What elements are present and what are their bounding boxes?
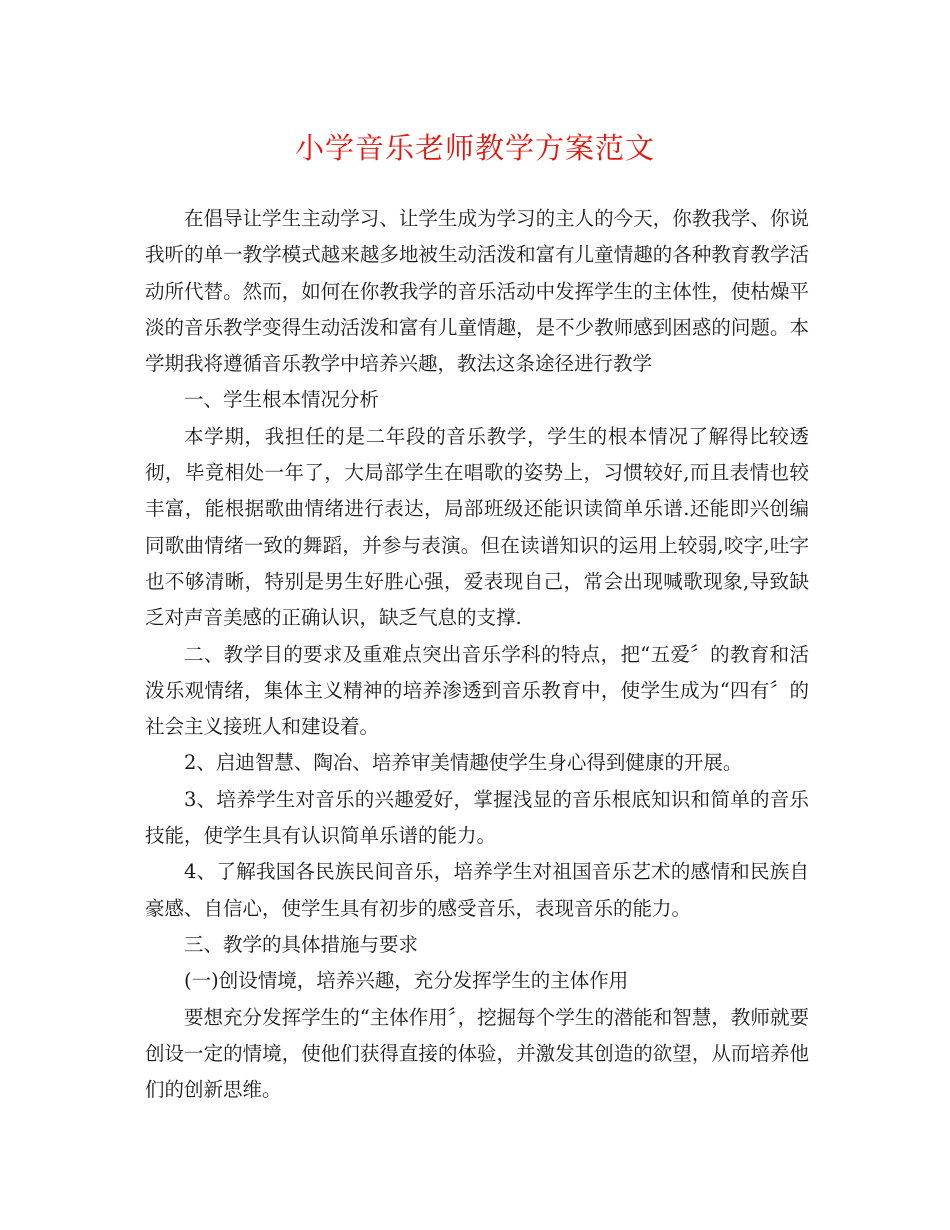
paragraph-teaching-goals: 二、教学目的要求及重难点突出音乐学科的特点，把“五爱〞的教育和活泼乐观情绪，集体主义精神的培养渗透到音乐教育中，使学生成为“四有〞的社会主义接班人和建设着。 — [145, 642, 809, 739]
paragraph-student-analysis: 本学期，我担任的是二年段的音乐教学，学生的根本情况了解得比较透彻，毕竟相处一年了，大局部学生在唱歌的姿势上，习惯较好,而且表情也较丰富，能根据歌曲情绪进行表达，局部班级还能识读简单乐谱.还能即兴创编同歌曲情绪一致的舞蹈，并参与表演。但在读谱知识的运用上较弱,咬字,吐字也不够清晰，特别是男生好胜心强，爱表现自己，常会出现喊歌现象,导致缺乏对声音美感的正确认识，缺乏气息的支撑. — [145, 424, 809, 630]
list-item-goal-3: 3、培养学生对音乐的兴趣爱好，掌握浅显的音乐根底知识和简单的音乐技能，使学生具有认识简单乐谱的能力。 — [145, 787, 809, 848]
heading-student-analysis: 一、学生根本情况分析 — [184, 388, 380, 412]
document-body — [145, 201, 809, 1108]
list-item-goal-2: 2、启迪智慧、陶冶、培养审美情趣使学生身心得到健康的开展。 — [184, 751, 743, 775]
page-title: 小学音乐老师教学方案范文 — [294, 131, 655, 165]
subheading-create-context: (一)创设情境，培养兴趣，充分发挥学生的主体作用 — [184, 969, 629, 993]
paragraph-create-context: 要想充分发挥学生的“主体作用〞，挖掘每个学生的潜能和智慧，教师就要创设一定的情境，使他们获得直接的体验，并激发其创造的欲望，从而培养他们的创新思维。 — [145, 1005, 809, 1102]
list-item-goal-4: 4、了解我国各民族民间音乐，培养学生对祖国音乐艺术的感情和民族自豪感、自信心，使学生具有初步的感受音乐，表现音乐的能力。 — [145, 860, 809, 920]
heading-measures: 三、教学的具体措施与要求 — [184, 932, 419, 956]
paragraph-intro: 在倡导让学生主动学习、让学生成为学习的主人的今天，你教我学、你说我听的单一教学模式越来越多地被生动活泼和富有儿童情趣的各种教育教学活动所代替。然而，如何在你教我学的音乐活动中发挥学生的主体性，使枯燥平淡的音乐教学变得生动活泼和富有儿童情趣，是不少教师感到困惑的问题。本学期我将遵循音乐教学中培养兴趣，教法这条途径进行教学 — [145, 207, 809, 376]
